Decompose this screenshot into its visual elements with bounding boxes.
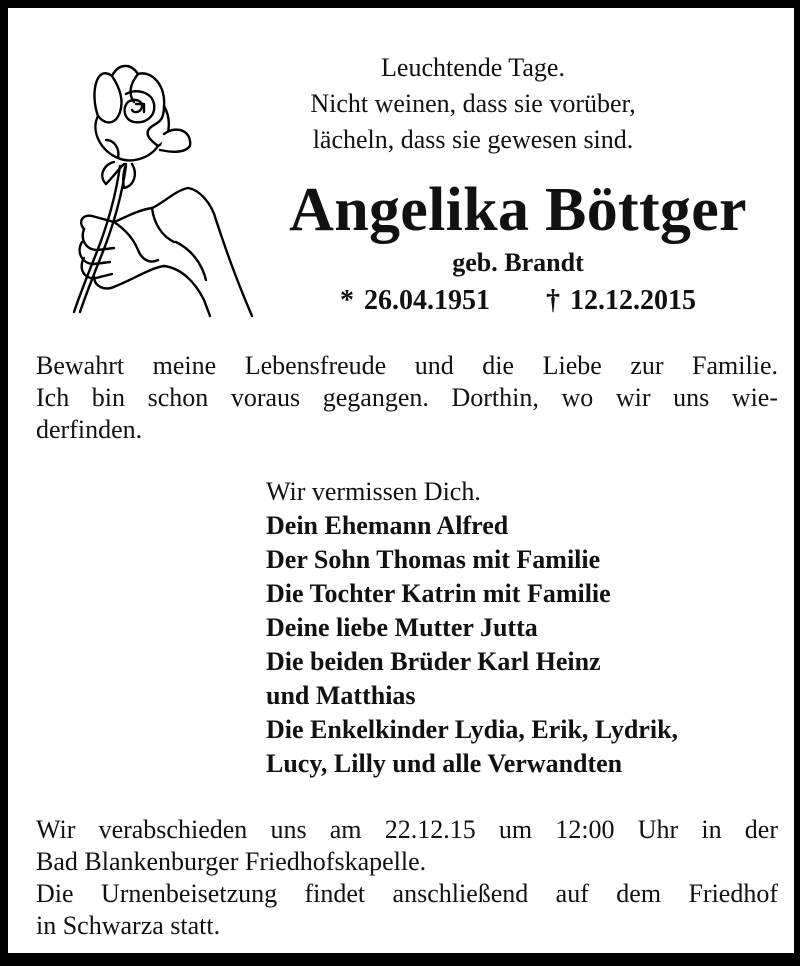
signer-line: Lucy, Lilly und alle Verwandten	[266, 749, 623, 778]
signer-line: Deine liebe Mutter Jutta	[266, 613, 538, 642]
rose-in-hand-icon	[54, 54, 254, 320]
message-line: derfinden.	[36, 415, 143, 444]
funeral-line: Bad Blankenburger Friedhofskapelle.	[36, 847, 427, 876]
funeral-line: Wir verabschieden uns am 22.12.15 um 12:00 Uhr in der	[36, 815, 778, 844]
signer-line: Dein Ehemann Alfred	[266, 511, 509, 540]
message-line: Ich bin schon voraus gegangen. Dorthin, wo wir uns wie-	[36, 383, 778, 412]
verse	[258, 50, 688, 158]
signers-block	[266, 475, 786, 781]
deceased-name: Angelika Böttger	[289, 176, 747, 244]
funeral-line: Die Urnenbeisetzung findet anschließend auf dem Friedhof	[36, 879, 778, 908]
signer-line: und Matthias	[266, 681, 416, 710]
verse-line: Nicht weinen, dass sie vorüber,	[310, 89, 636, 118]
life-dates	[258, 284, 778, 318]
funeral-info	[36, 814, 778, 942]
signer-line: Die Tochter Katrin mit Familie	[266, 579, 611, 608]
death-date: † 12.12.2015	[546, 285, 696, 316]
signers-lead: Wir vermissen Dich.	[266, 477, 481, 506]
signer-line: Der Sohn Thomas mit Familie	[266, 545, 601, 574]
birth-name: geb. Brandt	[452, 248, 584, 277]
verse-line: Leuchtende Tage.	[381, 53, 565, 82]
message-paragraph	[36, 350, 778, 446]
funeral-line: in Schwarza statt.	[36, 911, 221, 940]
birth-date: * 26.04.1951	[340, 285, 490, 316]
message-line: Bewahrt meine Lebensfreude und die Liebe zur Familie.	[36, 351, 778, 380]
signer-line: Die Enkelkinder Lydia, Erik, Lydrik,	[266, 715, 679, 744]
verse-line: lächeln, dass sie gewesen sind.	[312, 125, 634, 154]
signer-line: Die beiden Brüder Karl Heinz	[266, 647, 601, 676]
